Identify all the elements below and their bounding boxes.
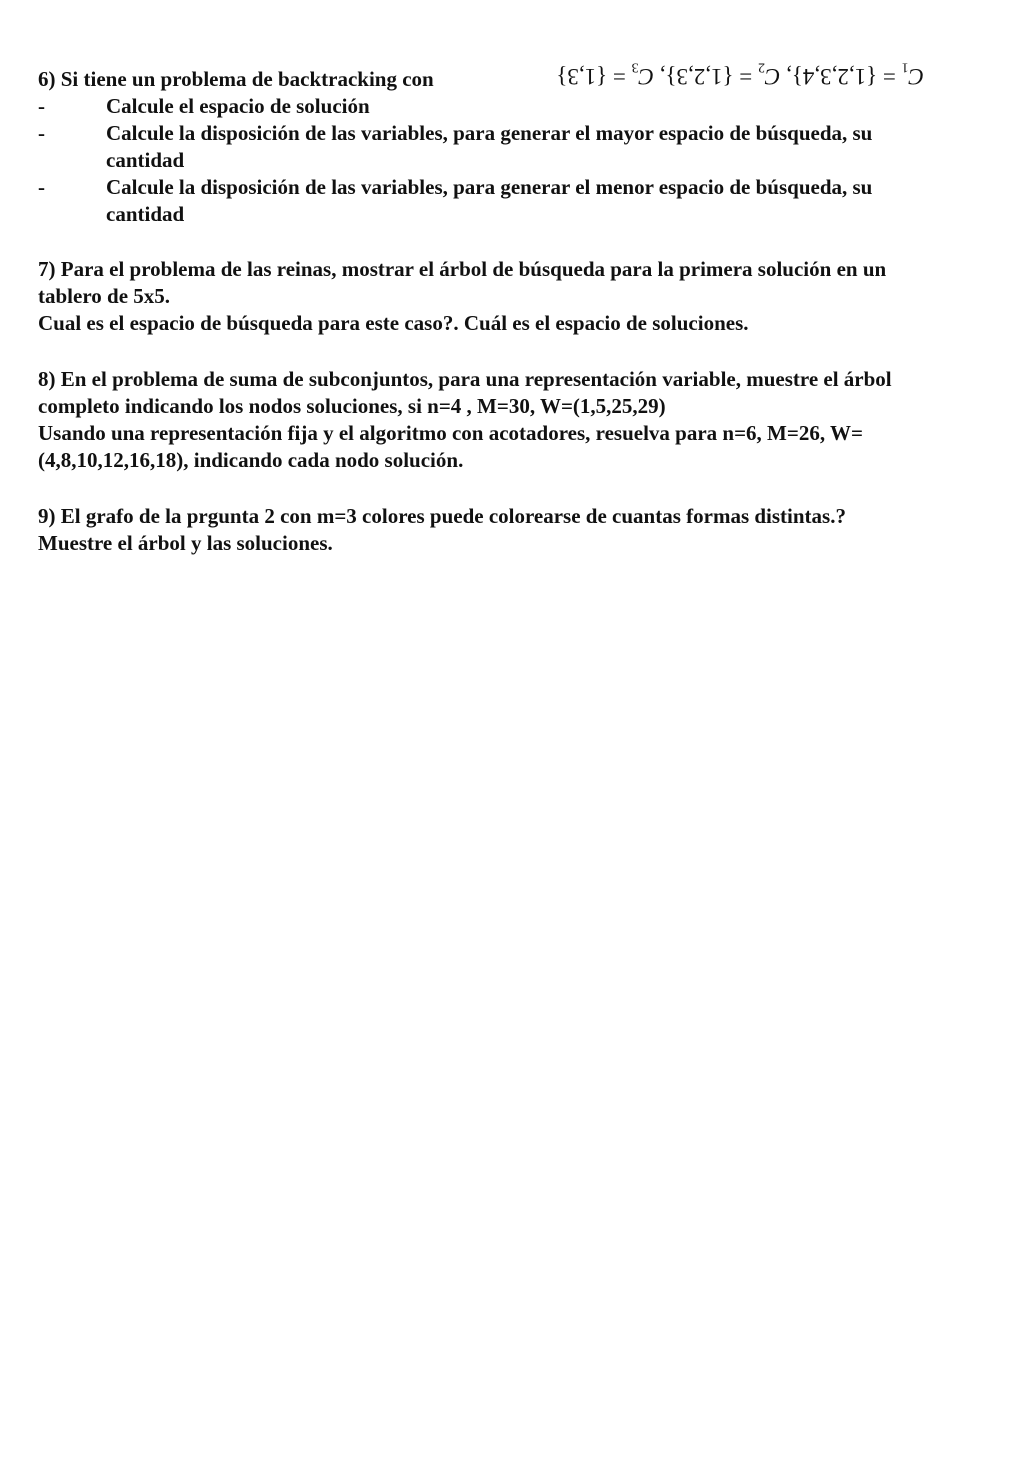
q8-line-4: (4,8,10,12,16,18), indicando cada nodo solución. (38, 448, 464, 472)
c1-label: C (908, 64, 924, 89)
c1-sub: 1 (901, 59, 909, 75)
q6-intro: 6) Si tiene un problema de backtracking con (38, 67, 434, 91)
q6-bullet-2-dash: - (38, 121, 45, 145)
q7-line-1: 7) Para el problema de las reinas, mostrar el árbol de búsqueda para la primera solución en un (38, 257, 887, 281)
q8-line-2: completo indicando los nodos soluciones, si n=4 , M=30, W=(1,5,25,29) (38, 394, 666, 418)
q8-line-1: 8) En el problema de suma de subconjuntos, para una representación variable, muestre el árbol (38, 367, 892, 391)
q6-bullet-3-line2: cantidad (106, 202, 185, 226)
c3-sub: 3 (631, 59, 639, 75)
q9-line-1: 9) El grafo de la prgunta 2 con m=3 colores puede colorearse de cuantas formas distintas.? (38, 504, 846, 528)
q6-bullet-3-line1: Calcule la disposición de las variables, para generar el menor espacio de búsqueda, su (106, 175, 873, 199)
q6-bullet-3-dash: - (38, 175, 45, 199)
q6-domains-formula-upside-down (494, 60, 924, 92)
q7-line-2: tablero de 5x5. (38, 284, 171, 308)
c3-label: C (638, 64, 654, 89)
c1-set: = {1,2,3,4}, (780, 64, 902, 89)
c2-label: C (765, 64, 781, 89)
q7-line-3: Cual es el espacio de búsqueda para este caso?. Cuál es el espacio de soluciones. (38, 311, 749, 335)
c2-set: = {1,2,3}, (653, 64, 758, 89)
c2-sub: 2 (758, 59, 765, 75)
q6-bullet-1-dash: - (38, 94, 45, 118)
c3-set: = {1,3} (556, 64, 632, 89)
q6-bullet-2-line1: Calcule la disposición de las variables, para generar el mayor espacio de búsqueda, su (106, 121, 873, 145)
q6-bullet-1: Calcule el espacio de solución (106, 94, 370, 118)
q6-bullet-2-line2: cantidad (106, 148, 185, 172)
q8-line-3: Usando una representación fija y el algoritmo con acotadores, resuelva para n=6, M=26, W= (38, 421, 863, 445)
q9-line-2: Muestre el árbol y las soluciones. (38, 531, 333, 555)
